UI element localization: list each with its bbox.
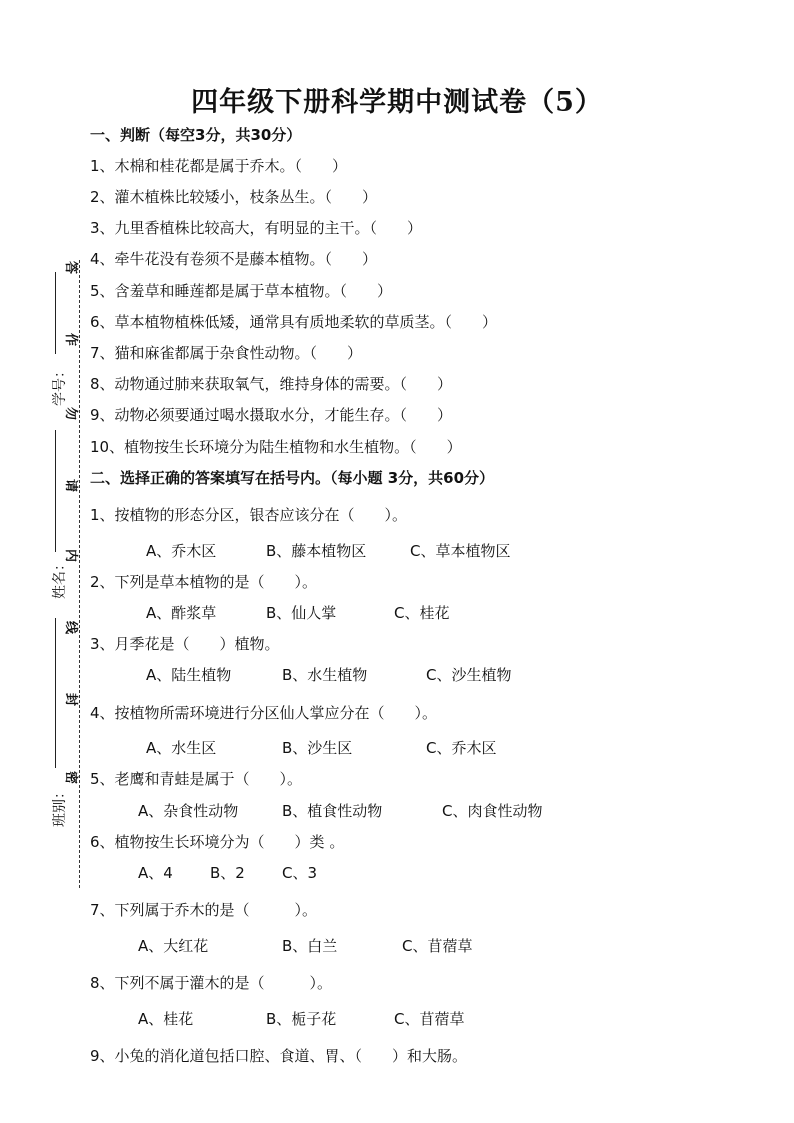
choice-option: C、沙生植物	[426, 666, 512, 684]
choice-option: A、水生区	[146, 739, 217, 757]
section-heading-choice: 二、选择正确的答案填写在括号内。（每小题 3分，共60分）	[90, 469, 495, 487]
choice-question: 2、下列是草本植物的是（ ）。	[90, 573, 318, 591]
choice-option: C、3	[282, 864, 318, 882]
choice-question: 8、下列不属于灌木的是（ ）。	[90, 974, 333, 992]
choice-option: C、苜蓿草	[402, 937, 473, 955]
student-name-label: 姓名：	[52, 557, 68, 599]
choice-option: A、酢浆草	[146, 604, 217, 622]
class-blank	[55, 618, 56, 768]
seal-char: 密	[63, 770, 79, 785]
judgment-item: 6、草本植物植株低矮，通常具有质地柔软的草质茎。（ ）	[90, 313, 498, 331]
choice-option: B、白兰	[282, 937, 338, 955]
choice-option: A、桂花	[138, 1010, 194, 1028]
judgment-item: 9、动物必须要通过喝水摄取水分，才能生存。（ ）	[90, 406, 453, 424]
choice-question: 5、老鹰和青蛙是属于（ ）。	[90, 770, 303, 788]
choice-option: B、仙人掌	[266, 604, 337, 622]
choice-question: 1、按植物的形态分区，银杏应该分在（ ）。	[90, 506, 408, 524]
seal-char: 勿	[63, 406, 79, 421]
choice-option: B、栀子花	[266, 1010, 337, 1028]
seal-char: 封	[63, 692, 79, 707]
class-label: 班别：	[52, 785, 68, 827]
choice-question: 7、下列属于乔木的是（ ）。	[90, 901, 318, 919]
seal-char: 作	[63, 332, 79, 347]
seal-char: 内	[63, 548, 79, 563]
page-title: 四年级下册科学期中测试卷（5）	[191, 87, 603, 118]
binding-dashed-line	[79, 260, 80, 888]
choice-option: A、4	[138, 864, 173, 882]
choice-option: A、杂食性动物	[138, 802, 239, 820]
judgment-item: 7、猫和麻雀都属于杂食性动物。（ ）	[90, 344, 363, 362]
choice-option: C、肉食性动物	[442, 802, 543, 820]
seal-char: 线	[63, 620, 79, 635]
choice-option: B、沙生区	[282, 739, 353, 757]
judgment-item: 2、灌木植株比较矮小，枝条丛生。（ ）	[90, 188, 378, 206]
student-name-blank	[55, 430, 56, 552]
section-heading-judgment: 一、判断（每空3分，共30分）	[90, 126, 302, 144]
choice-option: C、草本植物区	[410, 542, 511, 560]
judgment-item: 1、木棉和桂花都是属于乔木。（ ）	[90, 157, 348, 175]
choice-question: 9、小兔的消化道包括口腔、食道、胃、（ ）和大肠。	[90, 1047, 468, 1065]
choice-question: 3、月季花是（ ）植物。	[90, 635, 280, 653]
judgment-item: 3、九里香植株比较高大，有明显的主干。（ ）	[90, 219, 423, 237]
choice-option: C、乔木区	[426, 739, 497, 757]
choice-option: A、乔木区	[146, 542, 217, 560]
choice-option: A、陆生植物	[146, 666, 232, 684]
judgment-item: 5、含羞草和睡莲都是属于草本植物。（ ）	[90, 282, 393, 300]
seal-char: 答	[63, 260, 79, 275]
choice-option: B、植食性动物	[282, 802, 383, 820]
choice-option: B、2	[210, 864, 245, 882]
choice-option: B、水生植物	[282, 666, 368, 684]
choice-option: C、苜蓿草	[394, 1010, 465, 1028]
choice-option: A、大红花	[138, 937, 209, 955]
judgment-item: 4、牵牛花没有卷须不是藤本植物。（ ）	[90, 250, 378, 268]
seal-char: 请	[63, 478, 79, 493]
student-number-label: 学号：	[52, 364, 68, 406]
choice-question: 4、按植物所需环境进行分区仙人掌应分在（ ）。	[90, 704, 438, 722]
choice-option: B、藤本植物区	[266, 542, 367, 560]
student-number-blank	[55, 272, 56, 354]
choice-option: C、桂花	[394, 604, 450, 622]
judgment-item: 10、植物按生长环境分为陆生植物和水生植物。（ ）	[90, 438, 462, 456]
judgment-item: 8、动物通过肺来获取氧气，维持身体的需要。（ ）	[90, 375, 453, 393]
choice-question: 6、植物按生长环境分为（ ）类 。	[90, 833, 345, 851]
